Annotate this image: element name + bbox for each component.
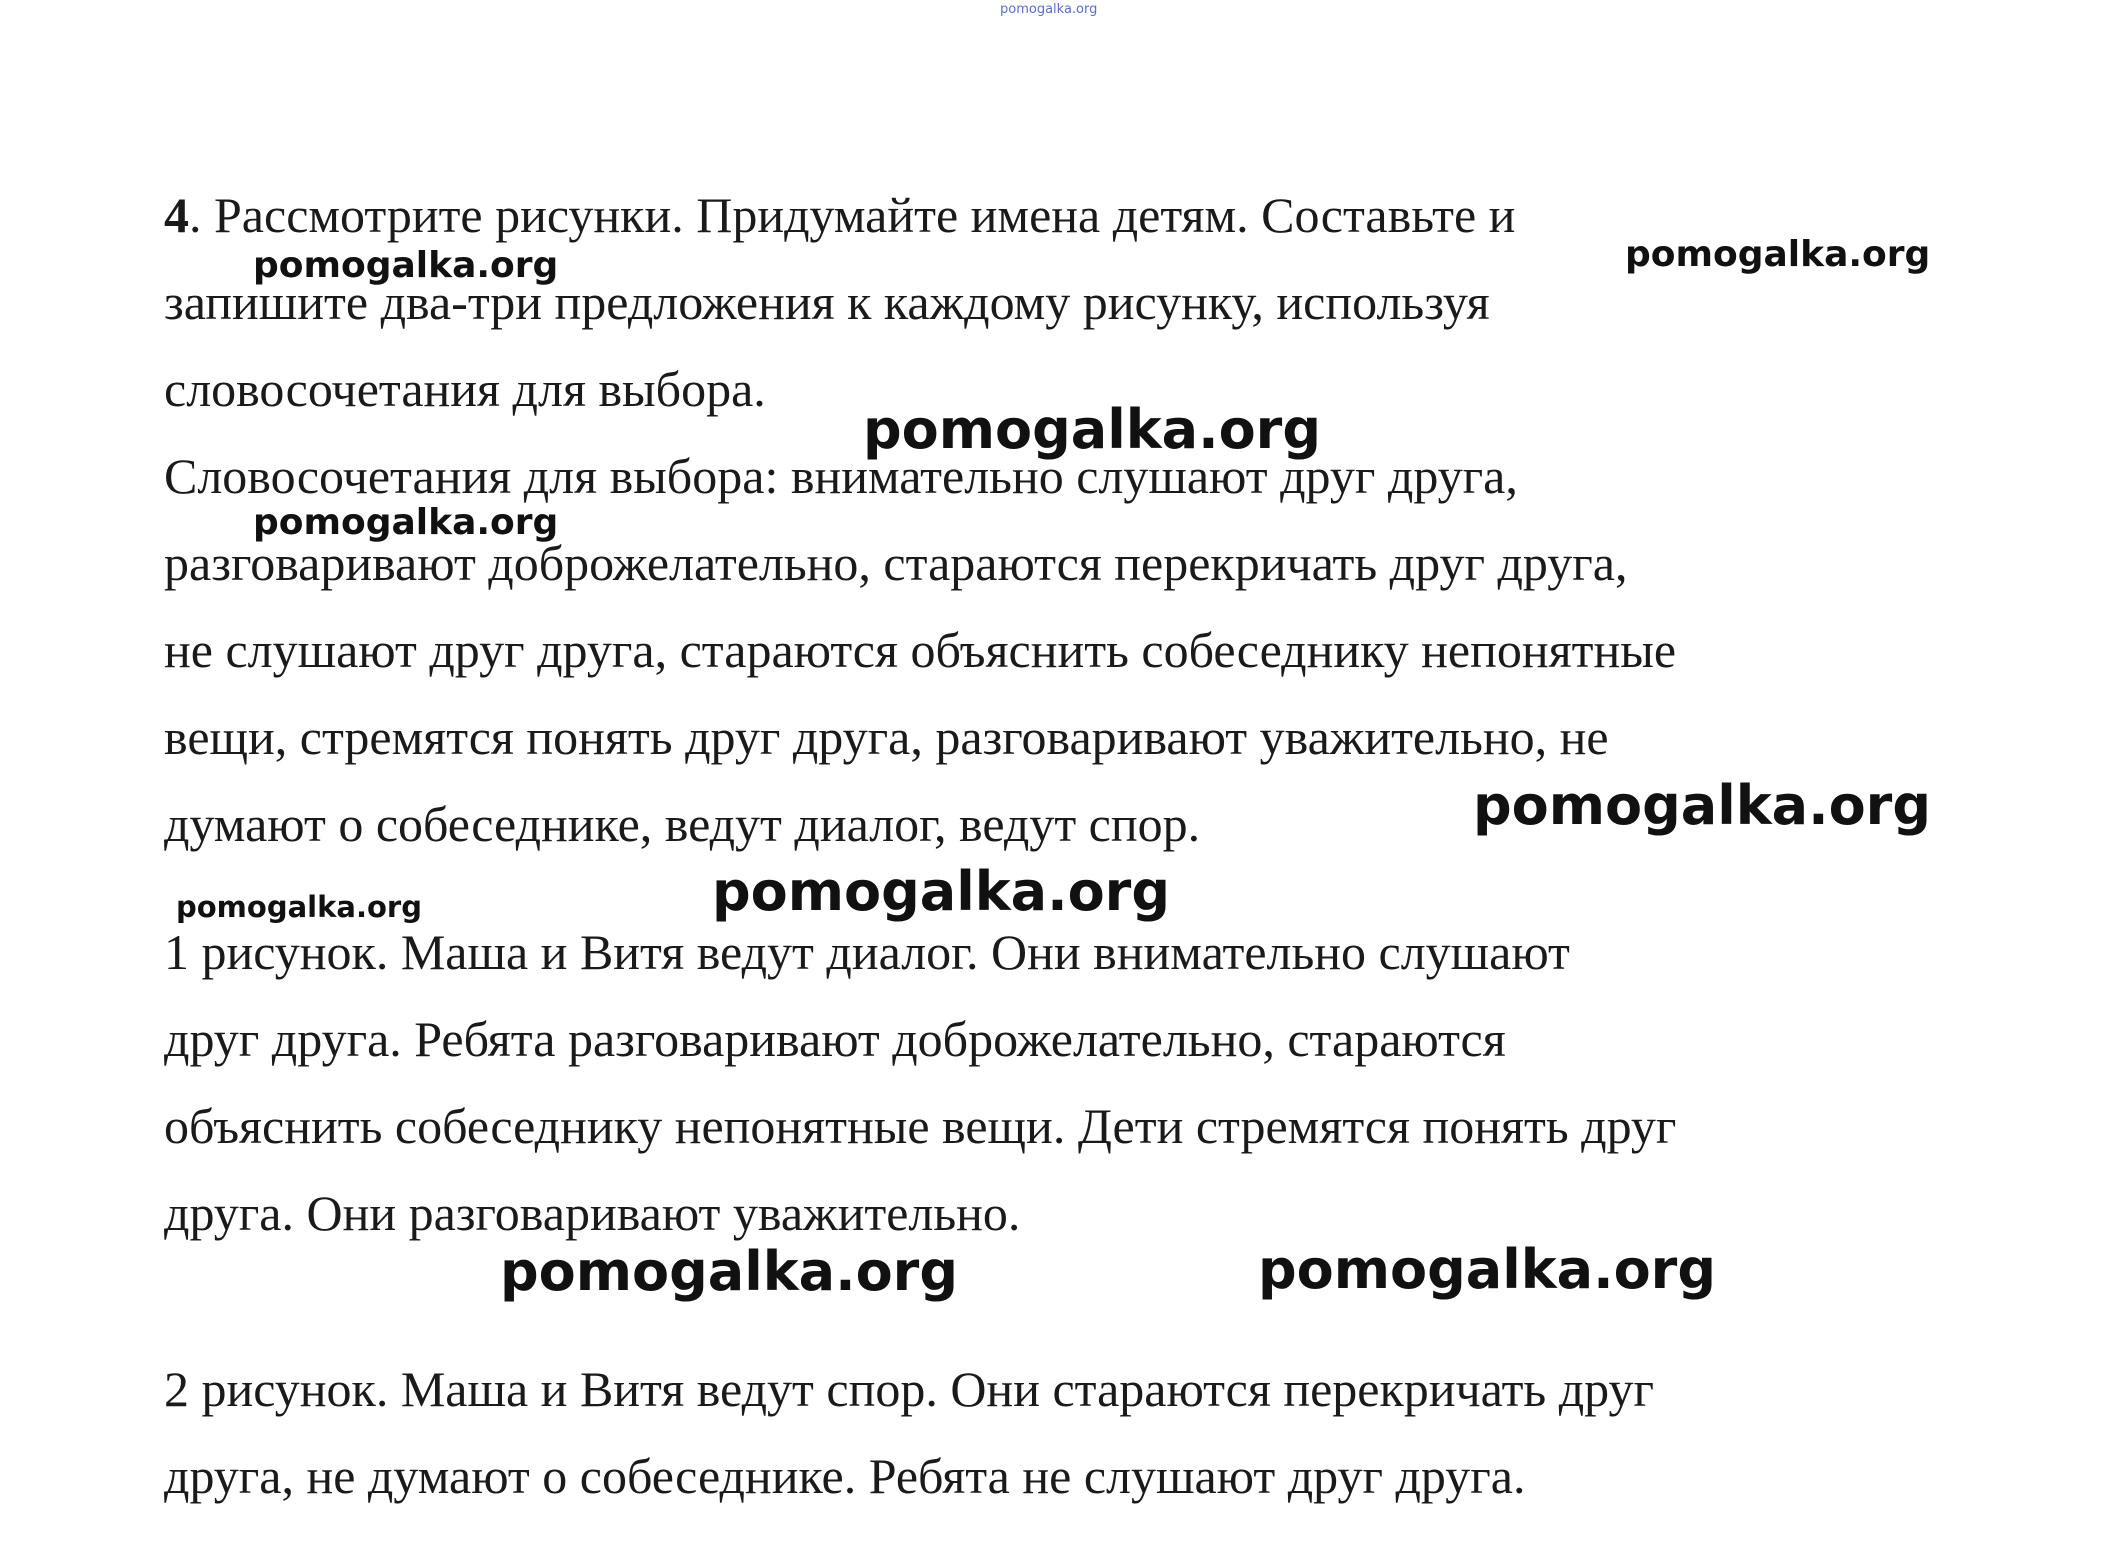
task-number: 4 [164,187,189,243]
watermark: pomogalka.org [176,890,422,924]
picture1-line-1: 1 рисунок. Маша и Витя ведут диалог. Они внимательно слушают [164,924,1570,980]
phrases-line-4: вещи, стремятся понять друг друга, разговаривают уважительно, не [164,709,1609,765]
task-intro-line-1: 4. Рассмотрите рисунки. Придумайте имена детям. Составьте и [164,187,1516,243]
watermark: pomogalka.org [253,245,559,286]
phrases-line-2: разговаривают доброжелательно, стараются перекричать друг друга, [164,535,1628,591]
watermark: pomogalka.org [253,502,559,543]
phrases-line-3: не слушают друг друга, стараются объяснить собеседнику непонятные [164,622,1677,678]
watermark: pomogalka.org [863,398,1321,461]
picture1-line-3: объяснить собеседнику непонятные вещи. Дети стремятся понять друг [164,1098,1677,1154]
watermark: pomogalka.org [1625,234,1931,275]
watermark-top: pomogalka.org [1000,2,1098,17]
watermark: pomogalka.org [1473,774,1931,837]
picture2-line-2: друга, не думают о собеседнике. Ребята не слушают друг друга. [164,1448,1526,1504]
watermark: pomogalka.org [712,860,1170,923]
task-intro-line-3: словосочетания для выбора. [164,361,766,417]
picture1-line-2: друг друга. Ребята разговаривают доброжелательно, стараются [164,1011,1506,1067]
picture1-line-4: друга. Они разговаривают уважительно. [164,1185,1021,1241]
task-intro-line-2: запишите два-три предложения к каждому рисунку, используя [164,274,1490,330]
watermark: pomogalka.org [1258,1238,1716,1301]
watermark: pomogalka.org [500,1240,958,1303]
phrases-line-5: думают о собеседнике, ведут диалог, ведут спор. [164,796,1201,852]
phrases-line-1: Словосочетания для выбора: внимательно слушают друг друга, [164,448,1518,504]
picture2-line-1: 2 рисунок. Маша и Витя ведут спор. Они стараются перекричать друг [164,1361,1655,1417]
